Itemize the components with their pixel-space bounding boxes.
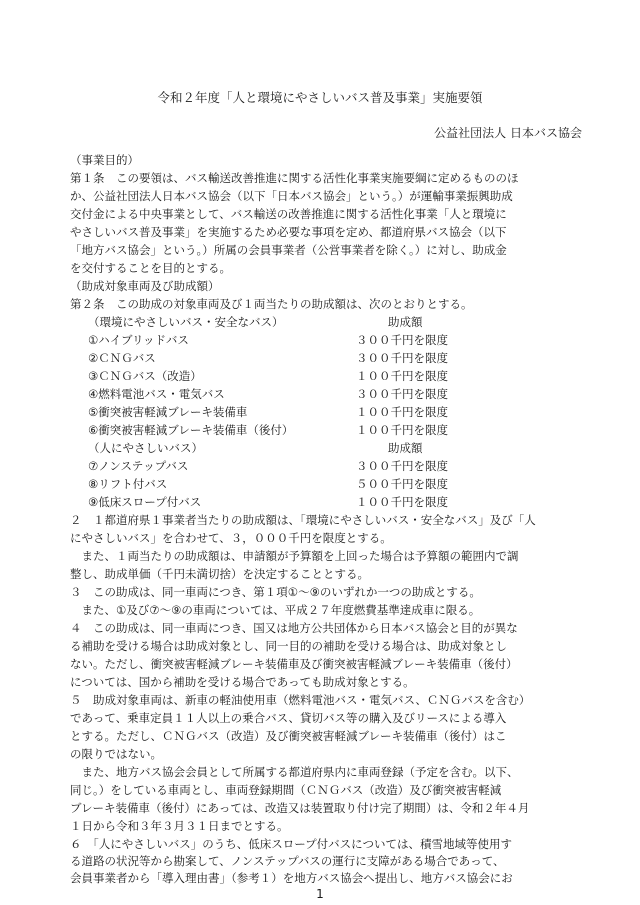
paragraph-2-line: 整し、助成単価（千円未満切捨）を決定することとする。 — [70, 567, 369, 581]
section-heading-purpose: （事業目的） — [70, 153, 139, 167]
vehicle-type: ⑧リフト付バス — [88, 477, 168, 491]
vehicle-type: ①ハイブリッドバス — [88, 333, 189, 347]
article-1-line: 第１条 この要領は、バス輸送改善推進に関する活性化事業実施要綱に定めるもののほ — [70, 171, 519, 185]
paragraph-5-line: であって、乗車定員１１人以上の乗合バス、貸切バス等の購入及びリースによる導入 — [70, 711, 507, 725]
subsidy-amount: ３００千円を限度 — [356, 333, 448, 347]
paragraph-6-line: 会員事業者から「導入理由書」（参考１）を地方バス協会へ提出し、地方バス協会にお — [70, 871, 513, 885]
paragraph-4-line: る補助を受ける場合は助成対象とし、同一目的の補助を受ける場合は、助成対象とし — [70, 639, 507, 653]
paragraph-5-line: ブレーキ装備車（後付）にあっては、改造又は装置取り付け完了期間）は、令和２年４月 — [70, 801, 530, 815]
paragraph-4-line: ない。ただし、衝突被害軽減ブレーキ装備車及び衝突被害軽減ブレーキ装備車（後付） — [70, 657, 518, 671]
paragraph-5-line: また、地方バス協会会員として所属する都道府県内に車両登録（予定を含む。以下、 — [70, 765, 519, 779]
paragraph-3-line: また、①及び⑦～⑨の車両については、平成２７年度燃費基準達成車に限る。 — [70, 603, 481, 617]
section-heading-vehicles: （助成対象車両及び助成額） — [70, 279, 220, 293]
paragraph-3-line: ３ この助成は、同一車両につき、第１項①～⑨のいずれか一つの助成とする。 — [70, 585, 481, 599]
paragraph-4-line: ４ この助成は、同一車両につき、国又は地方公共団体から日本バス協会と目的が異な — [70, 621, 518, 635]
amount-header: 助成額 — [388, 441, 423, 455]
subsidy-amount: １００千円を限度 — [356, 495, 448, 509]
article-1-line: やさしいバス普及事業」を実施するため必要な事項を定め、都道府県バス協会（以下 — [70, 225, 507, 239]
subsidy-amount: ５００千円を限度 — [356, 477, 448, 491]
paragraph-2-line: また、１両当たりの助成額は、申請額が予算額を上回った場合は予算額の範囲内で調 — [70, 549, 519, 563]
group-label-environment: （環境にやさしいバス・安全なバス） — [88, 315, 284, 329]
document-title: 令和２年度「人と環境にやさしいバス普及事業」実施要領 — [157, 90, 483, 105]
vehicle-type: ⑨低床スロープ付バス — [88, 495, 202, 509]
paragraph-6-line: る道路の状況等から勘案して、ノンステップバスの運行に支障がある場合であって、 — [70, 854, 505, 868]
article-2-intro: 第２条 この助成の対象車両及び１両当たりの助成額は、次のとおりとする。 — [70, 297, 473, 311]
group-label-people: （人にやさしいバス） — [88, 441, 203, 455]
paragraph-5-line: １日から令和３年３月３１日までとする。 — [70, 819, 289, 833]
paragraph-5-line: 同じ。）をしている車両とし、車両登録期間（ＣＮＧバス（改造）及び衝突被害軽減 — [70, 783, 502, 797]
vehicle-type: ⑦ノンステップバス — [88, 459, 189, 473]
article-1-line: 交付金による中央事業として、バス輸送の改善推進に関する活性化事業「人と環境に — [70, 207, 507, 221]
subsidy-amount: １００千円を限度 — [356, 405, 448, 419]
paragraph-6-line: ６ 「人にやさしいバス」のうち、低床スロープ付バスについては、積雪地域等使用す — [70, 837, 512, 851]
subsidy-amount: ３００千円を限度 — [356, 387, 448, 401]
subsidy-amount: ３００千円を限度 — [356, 351, 448, 365]
paragraph-2-line: ２ １都道府県１事業者当たりの助成額は、「環境にやさしいバス・安全なバス」及び「人 — [70, 513, 536, 527]
organization-name: 公益社団法人 日本バス協会 — [434, 126, 582, 140]
subsidy-amount: ３００千円を限度 — [356, 459, 448, 473]
amount-header: 助成額 — [388, 315, 423, 329]
paragraph-5-line: の限りではない。 — [70, 747, 162, 761]
article-1-line: 「地方バス協会」という。）所属の会員事業者（公営事業者を除く。）に対し、助成金 — [70, 243, 507, 257]
article-1-line: か、公益社団法人日本バス協会（以下「日本バス協会」という。）が運輸事業振興助成 — [70, 189, 513, 203]
vehicle-type: ⑥衝突被害軽減ブレーキ装備車（後付） — [88, 423, 294, 437]
paragraph-4-line: については、国から補助を受ける場合であっても助成対象とする。 — [70, 675, 415, 689]
vehicle-type: ⑤衝突被害軽減ブレーキ装備車 — [88, 405, 248, 419]
paragraph-5-line: ５ 助成対象車両は、新車の軽油使用車（燃料電池バス・電気バス、ＣＮＧバスを含む） — [70, 693, 531, 707]
subsidy-amount: １００千円を限度 — [356, 369, 448, 383]
page-number: 1 — [316, 887, 324, 901]
paragraph-5-line: とする。ただし、ＣＮＧバス（改造）及び衝突被害軽減ブレーキ装備車（後付）はこ — [70, 729, 507, 743]
article-1-line: を交付することを目的とする。 — [70, 261, 231, 275]
subsidy-amount: １００千円を限度 — [356, 423, 448, 437]
vehicle-type: ②ＣＮＧバス — [88, 351, 156, 365]
vehicle-type: ④燃料電池バス・電気バス — [88, 387, 225, 401]
vehicle-type: ③ＣＮＧバス（改造） — [88, 369, 202, 383]
paragraph-2-line: にやさしいバス」を合わせて、３，０００千円を限度とする。 — [70, 531, 392, 545]
